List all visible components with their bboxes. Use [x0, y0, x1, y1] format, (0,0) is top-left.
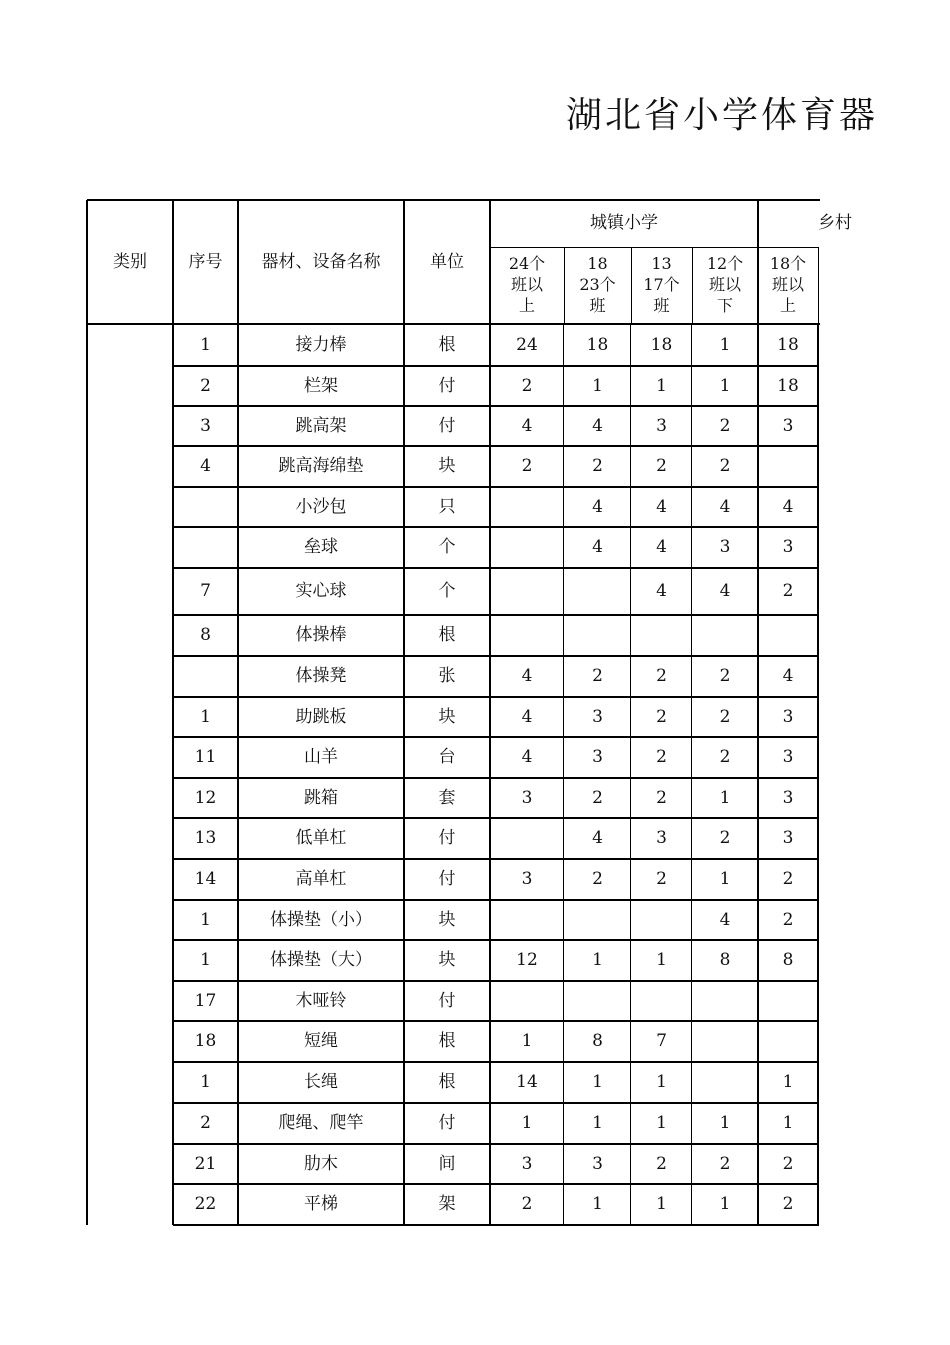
- header-rural-group: 乡村: [818, 213, 852, 234]
- row-unit: 只: [438, 496, 456, 517]
- row-value: 4: [592, 828, 603, 849]
- row-name: 栏架: [304, 375, 338, 396]
- row-seq: 2: [200, 375, 211, 396]
- row-seq: 2: [200, 1113, 211, 1134]
- row-unit: 块: [438, 950, 456, 971]
- row-unit: 个: [438, 581, 456, 602]
- row-seq: 1: [200, 909, 211, 930]
- row-unit: 付: [438, 828, 456, 849]
- row-value: 1: [592, 1113, 603, 1134]
- row-value: 2: [719, 456, 731, 477]
- row-value: [758, 615, 818, 656]
- row-value: 3: [656, 828, 667, 849]
- row-value: [692, 1021, 758, 1062]
- row-value: 4: [521, 666, 533, 687]
- row-name: 体操凳: [295, 666, 347, 687]
- row-value: [490, 568, 564, 615]
- row-unit: 根: [438, 625, 456, 646]
- row-unit: 个: [438, 537, 456, 558]
- row-unit: 张: [438, 666, 456, 687]
- row-value: 2: [719, 706, 731, 727]
- row-value: [490, 527, 564, 568]
- row-value: 3: [782, 828, 794, 849]
- row-value: 3: [782, 747, 794, 768]
- row-value: 24: [516, 334, 538, 355]
- row-value: 2: [656, 1153, 667, 1174]
- row-value: 2: [782, 1194, 794, 1215]
- row-seq: 3: [200, 415, 211, 436]
- row-seq: 4: [200, 456, 211, 477]
- header-urban-group: 城镇小学: [590, 213, 658, 234]
- row-seq: [173, 527, 238, 568]
- row-unit: 付: [438, 1113, 456, 1134]
- row-value: 2: [592, 666, 603, 687]
- row-name: 长绳: [304, 1072, 338, 1093]
- row-value: 4: [521, 415, 533, 436]
- row-seq: 1: [200, 334, 211, 355]
- row-value: 2: [521, 1194, 533, 1215]
- row-value: 4: [782, 496, 794, 517]
- row-name: 垒球: [304, 537, 338, 558]
- row-value: 4: [719, 496, 731, 517]
- header-unit: 单位: [430, 251, 464, 272]
- row-value: [758, 446, 818, 487]
- row-name: 平梯: [304, 1194, 338, 1215]
- row-value: 4: [656, 537, 667, 558]
- row-value: 4: [592, 496, 603, 517]
- row-value: 3: [782, 787, 794, 808]
- row-seq: 12: [194, 787, 217, 808]
- header-col-5: 18个 班以 上: [769, 254, 807, 315]
- row-name: 短绳: [304, 1031, 338, 1052]
- row-value: 2: [656, 787, 667, 808]
- row-value: 8: [782, 950, 794, 971]
- row-value: [490, 487, 564, 527]
- row-seq: 22: [194, 1194, 217, 1215]
- row-value: [631, 615, 692, 656]
- row-value: 2: [521, 375, 533, 396]
- row-value: 18: [777, 375, 799, 396]
- row-value: 2: [656, 706, 667, 727]
- header-seq: 序号: [188, 251, 223, 272]
- row-unit: 套: [438, 787, 456, 808]
- row-value: 1: [521, 1031, 533, 1052]
- row-value: 18: [650, 334, 673, 355]
- row-value: 3: [592, 747, 603, 768]
- row-seq: 17: [194, 990, 217, 1011]
- row-value: 3: [521, 787, 533, 808]
- row-value: 2: [719, 415, 731, 436]
- header-name: 器材、设备名称: [261, 251, 381, 272]
- row-unit: 块: [438, 456, 456, 477]
- row-value: [564, 568, 631, 615]
- row-value: 1: [592, 1194, 603, 1215]
- row-value: 4: [592, 415, 603, 436]
- row-value: [564, 900, 631, 940]
- row-unit: 根: [438, 1031, 456, 1052]
- row-unit: 付: [438, 375, 456, 396]
- row-value: [631, 900, 692, 940]
- header-col-3: 13 17个 班: [643, 254, 680, 315]
- row-seq: 14: [194, 869, 217, 890]
- row-value: 1: [656, 1113, 667, 1134]
- row-value: [564, 981, 631, 1021]
- row-value: 2: [592, 869, 603, 890]
- row-value: 2: [719, 747, 731, 768]
- row-value: 1: [719, 334, 731, 355]
- row-value: 1: [719, 1194, 731, 1215]
- row-seq: 8: [200, 625, 211, 646]
- row-value: 1: [656, 950, 667, 971]
- row-value: 12: [516, 950, 538, 971]
- row-value: 1: [656, 375, 667, 396]
- row-unit: 付: [438, 990, 456, 1011]
- row-value: 1: [719, 1113, 731, 1134]
- row-value: 3: [782, 537, 794, 558]
- row-name: 跳高海绵垫: [278, 456, 364, 477]
- row-value: 2: [592, 456, 603, 477]
- row-unit: 根: [438, 1072, 456, 1093]
- header-category: 类别: [113, 251, 147, 272]
- row-name: 体操棒: [295, 625, 347, 646]
- row-value: 3: [656, 415, 667, 436]
- row-value: 2: [719, 1153, 731, 1174]
- row-seq: 1: [200, 1072, 211, 1093]
- row-value: 2: [656, 666, 667, 687]
- row-value: 1: [521, 1113, 533, 1134]
- row-value: 4: [656, 581, 667, 602]
- row-name: 跳箱: [304, 787, 338, 808]
- row-unit: 根: [438, 334, 456, 355]
- grid-line: [818, 247, 819, 324]
- row-unit: 付: [438, 869, 456, 890]
- row-seq: [173, 656, 238, 697]
- row-value: 8: [719, 950, 731, 971]
- row-name: 小沙包: [295, 496, 347, 517]
- row-value: 2: [719, 666, 731, 687]
- row-name: 山羊: [304, 747, 338, 768]
- row-name: 肋木: [304, 1153, 338, 1174]
- row-name: 高单杠: [295, 869, 347, 890]
- row-seq: 11: [194, 747, 217, 768]
- row-value: 1: [782, 1072, 794, 1093]
- row-value: [692, 1062, 758, 1103]
- row-value: 1: [782, 1113, 794, 1134]
- row-value: 4: [521, 706, 533, 727]
- row-name: 跳高架: [295, 415, 347, 436]
- row-value: 2: [656, 456, 667, 477]
- row-value: 3: [782, 706, 794, 727]
- row-seq: 13: [194, 828, 217, 849]
- row-value: 4: [656, 496, 667, 517]
- row-value: [564, 615, 631, 656]
- row-value: [490, 818, 564, 859]
- row-value: 1: [719, 869, 731, 890]
- row-value: 1: [656, 1072, 667, 1093]
- row-value: 3: [782, 415, 794, 436]
- row-value: 2: [782, 581, 794, 602]
- row-seq: 21: [194, 1153, 217, 1174]
- row-value: [758, 981, 818, 1021]
- row-value: 3: [719, 537, 731, 558]
- row-value: 4: [782, 666, 794, 687]
- row-value: 2: [782, 909, 794, 930]
- row-value: 2: [656, 869, 667, 890]
- row-value: 3: [592, 706, 603, 727]
- row-name: 爬绳、爬竿: [278, 1113, 364, 1134]
- row-value: 2: [656, 747, 667, 768]
- row-value: 3: [521, 869, 533, 890]
- grid-line: [86, 324, 88, 1225]
- row-value: [490, 981, 564, 1021]
- row-value: [631, 981, 692, 1021]
- row-seq: 1: [200, 706, 211, 727]
- row-value: 4: [719, 581, 731, 602]
- row-value: [490, 900, 564, 940]
- row-value: 2: [521, 456, 533, 477]
- row-value: 1: [592, 1072, 603, 1093]
- row-seq: 1: [200, 950, 211, 971]
- row-value: 1: [719, 787, 731, 808]
- row-value: [692, 981, 758, 1021]
- row-name: 低单杠: [295, 828, 347, 849]
- row-value: 4: [719, 909, 731, 930]
- row-value: [692, 615, 758, 656]
- page-title: 湖北省小学体育器: [566, 95, 879, 136]
- row-unit: 块: [438, 909, 456, 930]
- row-value: 1: [592, 950, 603, 971]
- row-name: 接力棒: [295, 334, 347, 355]
- row-value: 3: [592, 1153, 603, 1174]
- row-unit: 块: [438, 706, 456, 727]
- row-value: 4: [521, 747, 533, 768]
- row-value: 2: [782, 869, 794, 890]
- row-value: [490, 615, 564, 656]
- row-value: 1: [592, 375, 603, 396]
- row-unit: 架: [438, 1194, 456, 1215]
- row-seq: 18: [194, 1031, 217, 1052]
- row-name: 体操垫（小）: [270, 909, 372, 930]
- row-name: 实心球: [295, 581, 347, 602]
- row-value: 1: [719, 375, 731, 396]
- row-value: 2: [782, 1153, 794, 1174]
- row-value: 7: [656, 1031, 667, 1052]
- header-col-2: 18 23个 班: [579, 254, 616, 315]
- row-unit: 付: [438, 415, 456, 436]
- row-value: 1: [656, 1194, 667, 1215]
- header-col-1: 24个 班以 上: [508, 254, 546, 315]
- header-col-4: 12个 班以 下: [706, 254, 744, 315]
- row-value: 14: [516, 1072, 538, 1093]
- row-value: 3: [521, 1153, 533, 1174]
- row-seq: 7: [200, 581, 211, 602]
- row-seq: [173, 487, 238, 527]
- row-value: 2: [592, 787, 603, 808]
- row-value: 8: [592, 1031, 603, 1052]
- row-name: 体操垫（大）: [270, 950, 372, 971]
- row-name: 助跳板: [295, 706, 347, 727]
- row-value: 18: [586, 334, 609, 355]
- row-value: 4: [592, 537, 603, 558]
- row-unit: 间: [438, 1153, 456, 1174]
- row-value: [758, 1021, 818, 1062]
- row-value: 2: [719, 828, 731, 849]
- row-unit: 台: [438, 747, 456, 768]
- row-name: 木哑铃: [295, 990, 347, 1011]
- row-value: 18: [777, 334, 799, 355]
